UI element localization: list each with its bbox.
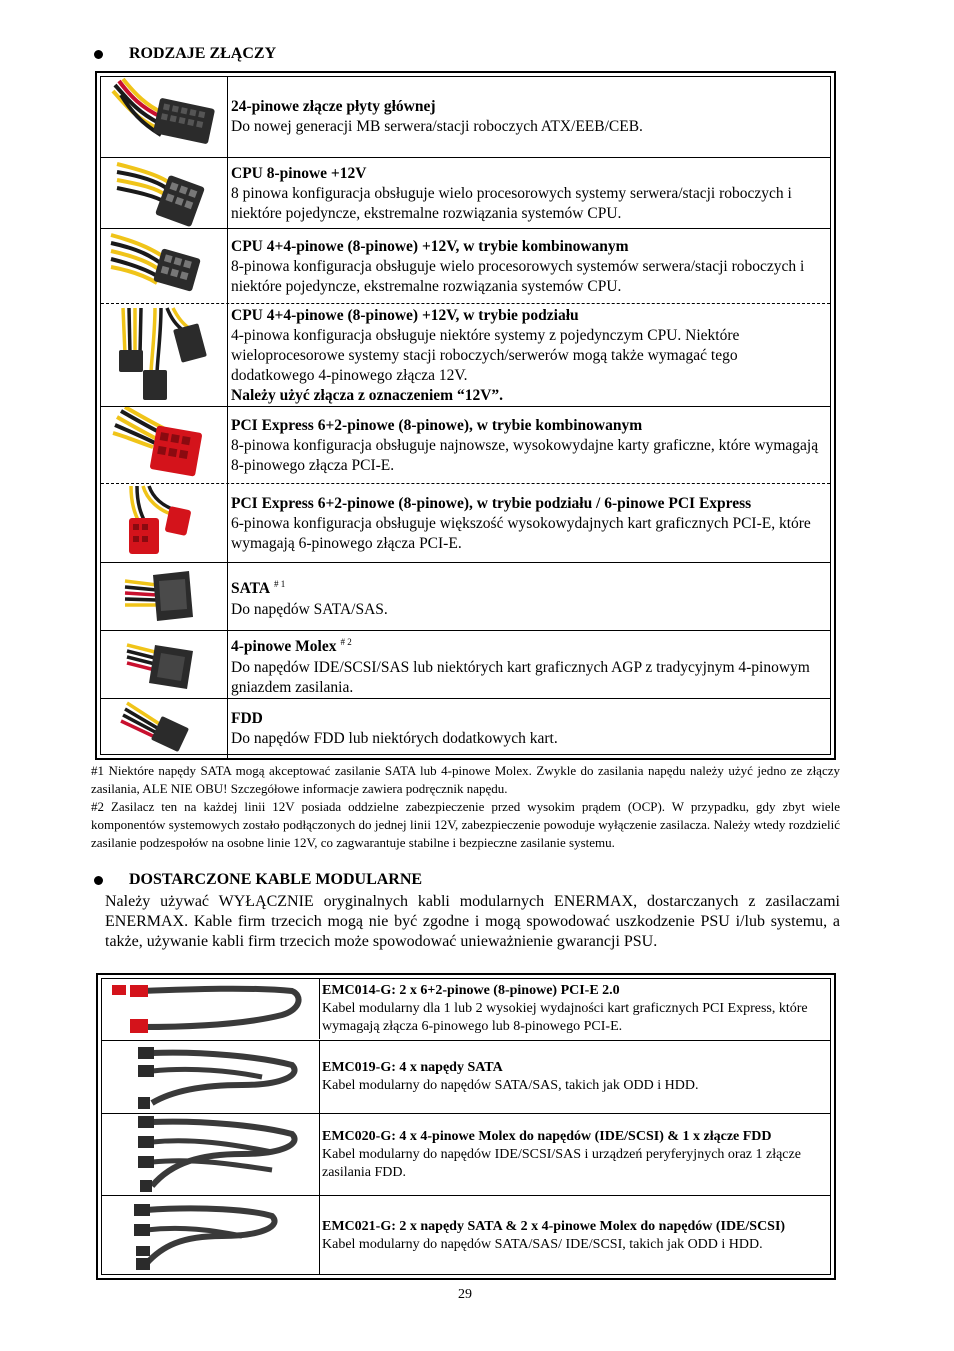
- connector-title: 4-pinowe Molex $^{\# 2}$: [231, 637, 352, 656]
- connector-row: [101, 303, 830, 407]
- cable-title: EMC021-G: 2 x napędy SATA & 2 x 4-pinowe Molex do napędów (IDE/SCSI): [322, 1218, 786, 1234]
- bullet-icon: [94, 876, 103, 885]
- connector-row: [101, 406, 830, 484]
- emc014-cable-photo: [102, 979, 320, 1039]
- cpu-4plus4-split-photo: [101, 304, 228, 407]
- cable-row: [102, 1040, 830, 1113]
- page-number: 29: [458, 1287, 472, 1302]
- connector-description: Do nowej generacji MB serwera/stacji roboczych ATX/EEB/CEB.: [231, 118, 643, 135]
- connector-description: 8-pinowa konfiguracja obsługuje najnowsze, wysokowydajne karty graficzne, które wymagają 8-pinowego złącza PCI-E.: [231, 436, 819, 474]
- connector-row: [101, 698, 830, 758]
- cable-description: Kabel modularny do napędów IDE/SCSI/SAS i urządzeń peryferyjnych oraz 1 złącze zasilania FDD.: [322, 1146, 801, 1180]
- cable-description: Kabel modularny do napędów SATA/SAS, takich jak ODD i HDD.: [322, 1078, 699, 1093]
- molex-connector-photo: [101, 631, 228, 699]
- cable-table: [96, 973, 836, 1280]
- cpu-4plus4-combined-photo: [101, 229, 228, 304]
- connector-description: 8-pinowa konfiguracja obsługuje wielo procesorowych systemów serwera/stacji roboczych i niektóre pojedyncze, ekstremalne rozwiązania systemów CPU.: [231, 257, 805, 295]
- connector-title: CPU 4+4-pinowe (8-pinowe) +12V, w trybie kombinowanym: [231, 237, 629, 255]
- section-heading-connectors: RODZAJE ZŁĄCZY: [94, 45, 276, 63]
- connector-description: Do napędów IDE/SCSI/SAS lub niektórych kart graficznych AGP z tradycyjnym 4-pinowym gniazdem zasilania.: [231, 658, 810, 696]
- connector-description: Do napędów FDD lub niektórych dodatkowych kart.: [231, 729, 558, 747]
- connector-description: 6-pinowa konfiguracja obsługuje większość wysokowydajnych kart graficznych PCI-E, które wymagają 6-pinowego złącza PCI-E.: [231, 514, 811, 552]
- footnote-1: #1 Niektóre napędy SATA mogą akceptować zasilanie SATA lub 4-pinowe Molex. Zwykle do zasilania napędu należy użyć jedno ze złączy zasilania, ALE NIE OBU! Szczegółowe informacje zawiera podręcznik napędu.: [91, 763, 840, 796]
- connector-title: 24-pinowe złącze płyty głównej: [231, 98, 436, 115]
- emc020-cable-photo: [102, 1114, 320, 1195]
- connector-table: [95, 71, 836, 760]
- cable-row: [102, 979, 830, 1039]
- pcie-6plus2-combined-photo: [101, 407, 228, 484]
- connector-title: PCI Express 6+2-pinowe (8-pinowe), w trybie kombinowanym: [231, 416, 643, 434]
- cable-description: Kabel modularny dla 1 lub 2 wysokiej wydajności kart graficznych PCI Express, które wymagają złącza 6-pinowego lub 8-pinowego PCI-E.: [322, 1001, 808, 1034]
- connector-row: [101, 630, 830, 699]
- emc021-cable-photo: [102, 1196, 320, 1275]
- connector-row: [101, 483, 830, 563]
- connector-description: 8 pinowa konfiguracja obsługuje wielo procesorowych systemy serwera/stacji roboczych i niektóre pojedyncze, ekstremalne rozwiązania systemów CPU.: [231, 184, 792, 222]
- connector-title: SATA $^{\# 1}$: [231, 579, 286, 598]
- connector-title: FDD: [231, 709, 263, 727]
- footnote-2: #2 Zasilacz ten na każdej linii 12V posiada oddzielne zabezpieczenie przed wysokim prądem (OCP). W przypadku, gdy zbyt wiele komponentów systemowych zostało podłączonych do jednej linii 12V, zabezpieczenie powoduje wyłączenie zasilacza. Należy wtedy rozdzielić zasilanie podzespołów na osobne linie 12V, co zagwarantuje stabilne i bezpieczne zasilanie systemu.: [91, 799, 840, 850]
- bullet-icon: [94, 50, 103, 59]
- footnote-marker: # 2: [340, 637, 352, 648]
- cpu-8pin-connector-photo: [101, 158, 228, 229]
- emc019-cable-photo: [102, 1041, 320, 1113]
- fdd-connector-photo: [101, 699, 228, 758]
- cables-intro-paragraph: Należy używać WYŁĄCZNIE oryginalnych kabli modularnych ENERMAX, dostarczanych z zasilaczami ENERMAX. Kable firm trzecich mogą nie być zgodne i mogą spowodować uszkodzenie PSU i/lub systemu, a także, używanie kabli firm trzecich może spowodować unieważnienie gwarancji PSU.: [105, 893, 840, 950]
- cable-title: EMC014-G: 2 x 6+2-pinowe (8-pinowe) PCI-E 2.0: [322, 983, 620, 998]
- cable-description: Kabel modularny do napędów SATA/SAS/ IDE/SCSI, takich jak ODD i HDD.: [322, 1236, 763, 1252]
- cable-row: [102, 1195, 830, 1275]
- cable-title: EMC020-G: 4 x 4-pinowe Molex do napędów (IDE/SCSI) & 1 x złącze FDD: [322, 1128, 772, 1144]
- connector-note: Należy użyć złącza z oznaczeniem “12V”.: [231, 386, 504, 404]
- connector-title: PCI Express 6+2-pinowe (8-pinowe), w trybie podziału / 6-pinowe PCI Express: [231, 494, 752, 512]
- sata-connector-photo: [101, 563, 228, 631]
- connector-title: CPU 4+4-pinowe (8-pinowe) +12V, w trybie podziału: [231, 306, 579, 324]
- footnote-marker: # 1: [274, 579, 286, 590]
- connector-row: [101, 77, 830, 157]
- connector-description: Do napędów SATA/SAS.: [231, 600, 388, 618]
- connector-description: 4-pinowa konfiguracja obsługuje niektóre systemy z pojedynczym CPU. Niektóre wieloprocesorowe systemy stacji roboczych/serwerów mogą także wymagać tego dodatkowego 4-pinowego złącza 12V.: [231, 326, 740, 384]
- atx-24pin-connector-photo: [101, 77, 228, 157]
- section-heading-cables: DOSTARCZONE KABLE MODULARNE: [94, 871, 422, 889]
- pcie-6plus2-split-photo: [101, 484, 228, 563]
- cable-title: EMC019-G: 4 x napędy SATA: [322, 1060, 503, 1075]
- connector-row: [101, 562, 830, 631]
- connector-row: [101, 157, 830, 229]
- connector-row: [101, 228, 830, 304]
- connector-title: CPU 8-pinowe +12V: [231, 164, 367, 182]
- cable-row: [102, 1113, 830, 1195]
